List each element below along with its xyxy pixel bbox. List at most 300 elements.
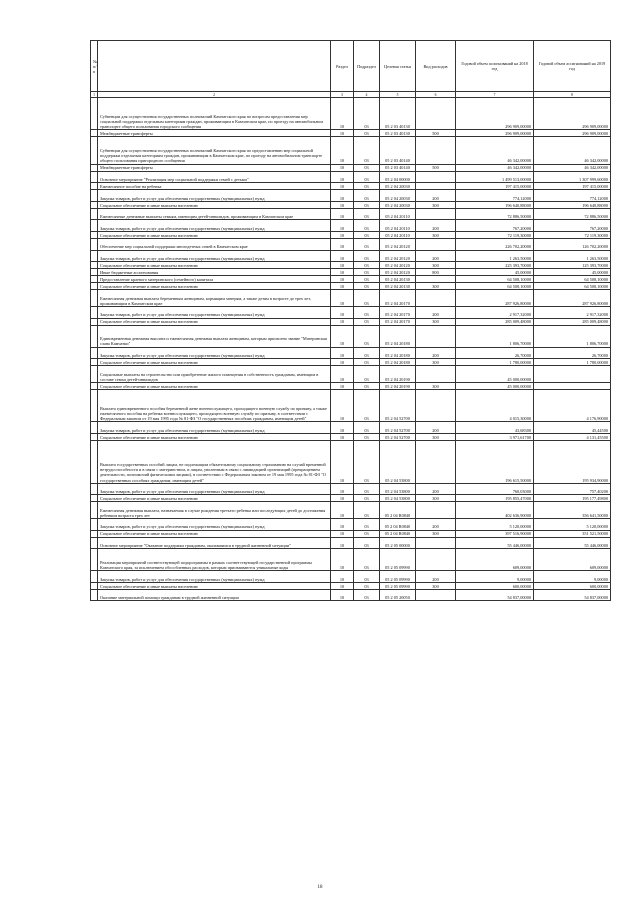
row-name-cell: Основное мероприятие "Оказание поддержки гражданам, оказавшимся в трудной жизненной ситуации" (98, 537, 331, 549)
row-name-cell: Закупка товаров, работ и услуг для обеспечения государственных (муниципальных) нужд (98, 250, 331, 262)
row-podrazdel-cell: 03 (354, 220, 380, 232)
row-name-cell: Социальное обеспечение и иные выплаты населению (98, 318, 331, 325)
row-expense-type-cell (416, 183, 456, 190)
row-razdel-cell: 10 (331, 164, 354, 171)
row-target-cell: 05 2 04 00000 (380, 171, 416, 183)
row-target-cell: 05 2 04 52700 (380, 389, 416, 421)
row-razdel-cell: 10 (331, 290, 354, 307)
row-razdel-cell: 10 (331, 318, 354, 325)
row-podrazdel-cell: 03 (354, 359, 380, 366)
row-target-cell: 05 2 04 20190 (380, 382, 416, 389)
row-podrazdel-cell: 03 (354, 183, 380, 190)
row-number-cell (91, 190, 98, 202)
row-2019-cell: 26,70000 (534, 347, 611, 359)
row-name-cell: Оказание материальной помощи гражданам в трудной жизненной ситуации (98, 589, 331, 601)
row-expense-type-cell: 300 (416, 530, 456, 537)
row-target-cell: 05 2 04 53800 (380, 483, 416, 495)
row-razdel-cell: 10 (331, 530, 354, 537)
row-number-cell (91, 582, 98, 589)
row-number-cell (91, 220, 98, 232)
row-number-cell (91, 537, 98, 549)
row-target-cell: 05 2 03 40140 (380, 137, 416, 164)
col-number: 8 (534, 92, 611, 98)
page-number: 18 (317, 885, 323, 890)
row-podrazdel-cell: 03 (354, 130, 380, 137)
row-expense-type-cell (416, 98, 456, 130)
row-target-cell: 05 2 04 20030 (380, 183, 416, 190)
row-name-cell: Ежемесячные денежные выплаты семьям, имеющим детей-инвалидов, проживающим в Камчатском крае (98, 208, 331, 220)
row-2019-cell (534, 366, 611, 383)
table-row (91, 389, 611, 421)
row-2019-cell: 1 780,00000 (534, 359, 611, 366)
row-podrazdel-cell: 03 (354, 537, 380, 549)
row-2018-cell: 2 917,32000 (456, 306, 534, 318)
row-expense-type-cell: 200 (416, 519, 456, 531)
row-2019-cell: 356 641,50000 (534, 502, 611, 519)
row-razdel-cell: 10 (331, 389, 354, 421)
row-target-cell: 05 2 04 20130 (380, 283, 416, 290)
row-2019-cell: 46 342,00000 (534, 164, 611, 171)
row-expense-type-cell: 300 (416, 433, 456, 440)
row-number-cell (91, 231, 98, 238)
row-expense-type-cell: 300 (416, 382, 456, 389)
row-2019-cell: 609,00000 (534, 549, 611, 571)
row-number-cell (91, 359, 98, 366)
row-number-cell (91, 589, 98, 601)
row-target-cell: 05 2 04 20110 (380, 220, 416, 232)
row-razdel-cell: 10 (331, 130, 354, 137)
col-header-num: № п/п (91, 41, 98, 92)
row-2018-cell: 72 119,30000 (456, 231, 534, 238)
row-expense-type-cell (416, 502, 456, 519)
row-podrazdel-cell: 03 (354, 366, 380, 383)
table-row (91, 137, 611, 164)
row-expense-type-cell (416, 325, 456, 347)
row-2019-cell: 125 393,70000 (534, 262, 611, 269)
row-expense-type-cell: 300 (416, 318, 456, 325)
row-target-cell: 05 2 04 R0840 (380, 502, 416, 519)
row-name-cell: Закупка товаров, работ и услуг для обеспечения государственных (муниципальных) нужд (98, 483, 331, 495)
row-podrazdel-cell: 03 (354, 495, 380, 502)
row-2018-cell: 609,00000 (456, 549, 534, 571)
row-podrazdel-cell: 03 (354, 137, 380, 164)
row-number-cell (91, 502, 98, 519)
row-razdel-cell: 10 (331, 519, 354, 531)
row-target-cell: 05 2 04 20110 (380, 231, 416, 238)
row-number-cell (91, 137, 98, 164)
row-podrazdel-cell: 03 (354, 306, 380, 318)
row-2019-cell: 4 131,45500 (534, 433, 611, 440)
row-target-cell: 05 2 05 00000 (380, 537, 416, 549)
row-number-cell (91, 318, 98, 325)
row-target-cell: 05 2 04 20170 (380, 290, 416, 307)
row-number-cell (91, 183, 98, 190)
row-expense-type-cell (416, 440, 456, 483)
row-target-cell: 05 2 03 40130 (380, 98, 416, 130)
row-expense-type-cell (416, 589, 456, 601)
col-number: 1 (91, 92, 98, 98)
row-2018-cell: 46 342,00000 (456, 164, 534, 171)
row-expense-type-cell: 800 (416, 269, 456, 276)
row-expense-type-cell (416, 549, 456, 571)
row-name-cell: Социальное обеспечение и иные выплаты населению (98, 283, 331, 290)
row-number-cell (91, 325, 98, 347)
row-expense-type-cell: 200 (416, 422, 456, 434)
row-2018-cell: 1 780,00000 (456, 359, 534, 366)
row-expense-type-cell: 300 (416, 582, 456, 589)
table-row (91, 440, 611, 483)
row-2018-cell: 64 508,10000 (456, 283, 534, 290)
row-2018-cell: 196 640,88000 (456, 201, 534, 208)
row-name-cell: Реализация мероприятий соответствующей подпрограммы в рамках соответствующей государственной программы Камчатского края, за исключением обособленных расходов, которым присваиваются уникальные коды (98, 549, 331, 571)
row-2018-cell: 285 009,48000 (456, 318, 534, 325)
table-row (91, 359, 611, 366)
row-razdel-cell: 10 (331, 549, 354, 571)
row-expense-type-cell (416, 238, 456, 250)
row-2019-cell: 46 342,00000 (534, 137, 611, 164)
row-podrazdel-cell: 03 (354, 589, 380, 601)
row-target-cell: 05 2 04 20120 (380, 238, 416, 250)
row-2019-cell: 285 009,48000 (534, 318, 611, 325)
table-row (91, 347, 611, 359)
row-razdel-cell: 10 (331, 589, 354, 601)
row-2019-cell: 5 120,00000 (534, 519, 611, 531)
row-target-cell: 05 2 04 20030 (380, 201, 416, 208)
row-podrazdel-cell: 03 (354, 250, 380, 262)
row-expense-type-cell (416, 208, 456, 220)
row-podrazdel-cell: 03 (354, 171, 380, 183)
row-number-cell (91, 366, 98, 383)
table-row (91, 549, 611, 571)
row-razdel-cell: 10 (331, 171, 354, 183)
table-row (91, 290, 611, 307)
row-razdel-cell: 10 (331, 440, 354, 483)
row-number-cell (91, 483, 98, 495)
row-2019-cell: 351 521,50000 (534, 530, 611, 537)
col-number: 2 (98, 92, 331, 98)
row-target-cell: 05 2 04 20130 (380, 276, 416, 283)
row-number-cell (91, 171, 98, 183)
row-expense-type-cell (416, 389, 456, 421)
row-target-cell: 05 2 05 09990 (380, 571, 416, 583)
row-number-cell (91, 306, 98, 318)
row-expense-type-cell (416, 290, 456, 307)
row-2019-cell: 64 508,10000 (534, 283, 611, 290)
row-target-cell: 05 2 04 20120 (380, 262, 416, 269)
row-name-cell: Выплата единовременного пособия беременной жене военнослужащего, проходящего военную службу по призыву, а также ежемесячного пособия на ребенка военнослужащего, проходящего военную службу по призыву, в соответствии с Федеральным законом от 19 мая 1995 года № 81-ФЗ "О государственных пособиях гражданам, имеющим детей" (98, 389, 331, 421)
col-header-target: Целевая статья (380, 41, 416, 92)
row-2019-cell: 4 176,90000 (534, 389, 611, 421)
row-2018-cell: 64 508,10000 (456, 276, 534, 283)
row-2019-cell: 72 886,50000 (534, 208, 611, 220)
row-expense-type-cell (416, 366, 456, 383)
row-name-cell: Субвенции для осуществления государственных полномочий Камчатского края по предоставлению мер социальной поддержки отдельным категориям граждан, проживающим в Камчатском крае, по проезду на автомобильном транспорте общего пользования пригородного сообщения (98, 137, 331, 164)
row-razdel-cell: 10 (331, 422, 354, 434)
row-name-cell: Социальное обеспечение и иные выплаты населению (98, 433, 331, 440)
row-target-cell: 05 2 04 20110 (380, 208, 416, 220)
table-row (91, 306, 611, 318)
col-number: 3 (331, 92, 354, 98)
table-row (91, 537, 611, 549)
row-2018-cell: 774,12000 (456, 190, 534, 202)
row-razdel-cell: 10 (331, 98, 354, 130)
row-2019-cell: 54 837,00000 (534, 589, 611, 601)
row-2018-cell: 196 615,50000 (456, 440, 534, 483)
row-2018-cell: 402 636,90000 (456, 502, 534, 519)
row-name-cell: Субвенции для осуществления государственных полномочий Камчатского края по вопросам предоставления мер социальной поддержки отдельным категориям граждан, проживающим в Камчатском крае, по проезду на автомобильном транспорте общего пользования городского сообщения (98, 98, 331, 130)
row-expense-type-cell (416, 537, 456, 549)
col-header-2018: Годовой объем ассигнований на 2018 год (456, 41, 534, 92)
row-number-cell (91, 571, 98, 583)
row-podrazdel-cell: 03 (354, 262, 380, 269)
row-name-cell: Межбюджетные трансферты (98, 130, 331, 137)
row-podrazdel-cell: 03 (354, 318, 380, 325)
row-2019-cell: 45,44500 (534, 422, 611, 434)
row-podrazdel-cell: 03 (354, 290, 380, 307)
row-2019-cell: 9,00000 (534, 571, 611, 583)
row-podrazdel-cell: 03 (354, 164, 380, 171)
row-target-cell: 05 2 05 20050 (380, 589, 416, 601)
row-2019-cell: 757,40200 (534, 483, 611, 495)
row-expense-type-cell (416, 171, 456, 183)
table-row (91, 164, 611, 171)
row-number-cell (91, 347, 98, 359)
table-row (91, 269, 611, 276)
row-name-cell: Социальное обеспечение и иные выплаты населению (98, 231, 331, 238)
row-expense-type-cell: 200 (416, 190, 456, 202)
row-target-cell: 05 2 04 20030 (380, 190, 416, 202)
row-name-cell: Единовременная денежная выплата и ежемесячная денежная выплата женщинам, которым присвоено звание "Материнская слава Камчатки" (98, 325, 331, 347)
row-razdel-cell: 10 (331, 183, 354, 190)
row-2019-cell: 1 806,70000 (534, 325, 611, 347)
row-razdel-cell: 10 (331, 502, 354, 519)
row-expense-type-cell: 200 (416, 306, 456, 318)
budget-table (90, 40, 611, 601)
row-2019-cell: 55 446,00000 (534, 537, 611, 549)
row-number-cell (91, 290, 98, 307)
row-target-cell: 05 2 04 52700 (380, 433, 416, 440)
row-name-cell: Закупка товаров, работ и услуг для обеспечения государственных (муниципальных) нужд (98, 190, 331, 202)
row-number-cell (91, 530, 98, 537)
col-number: 7 (456, 92, 534, 98)
row-2018-cell: 43,68300 (456, 422, 534, 434)
table-row (91, 325, 611, 347)
row-2018-cell: 72 886,50000 (456, 208, 534, 220)
row-number-cell (91, 440, 98, 483)
row-target-cell: 05 2 04 52700 (380, 422, 416, 434)
table-row (91, 382, 611, 389)
row-podrazdel-cell: 03 (354, 440, 380, 483)
row-razdel-cell: 10 (331, 201, 354, 208)
row-razdel-cell: 10 (331, 483, 354, 495)
row-number-cell (91, 433, 98, 440)
row-2018-cell: 760,03000 (456, 483, 534, 495)
row-2019-cell: 64 508,10000 (534, 276, 611, 283)
row-number-cell (91, 422, 98, 434)
row-2019-cell: 2 917,32000 (534, 306, 611, 318)
table-row (91, 276, 611, 283)
row-name-cell: Межбюджетные трансферты (98, 164, 331, 171)
row-2019-cell: 72 119,30000 (534, 231, 611, 238)
row-expense-type-cell: 200 (416, 220, 456, 232)
table-row (91, 208, 611, 220)
row-name-cell: Социальное обеспечение и иные выплаты населению (98, 382, 331, 389)
table-row (91, 171, 611, 183)
table-row (91, 582, 611, 589)
row-2019-cell: 1 263,50000 (534, 250, 611, 262)
row-2018-cell: 45 000,00000 (456, 366, 534, 383)
row-podrazdel-cell: 03 (354, 276, 380, 283)
row-razdel-cell: 10 (331, 190, 354, 202)
row-expense-type-cell: 200 (416, 483, 456, 495)
table-row (91, 422, 611, 434)
table-body (91, 98, 611, 601)
row-2018-cell: 296 909,00000 (456, 98, 534, 130)
row-expense-type-cell: 500 (416, 130, 456, 137)
row-name-cell: Социальные выплаты на строительство или приобретение жилого помещения в собственность гражданам, имеющим в составе семьи детей-инвалидов (98, 366, 331, 383)
row-razdel-cell: 10 (331, 382, 354, 389)
row-2019-cell: 45,00000 (534, 269, 611, 276)
table-row (91, 589, 611, 601)
row-2019-cell: 296 909,00000 (534, 98, 611, 130)
row-number-cell (91, 98, 98, 130)
row-name-cell: Ежемесячное пособие на ребенка (98, 183, 331, 190)
row-2018-cell: 226 702,20000 (456, 238, 534, 250)
row-number-cell (91, 382, 98, 389)
row-2018-cell: 26,70000 (456, 347, 534, 359)
table-row (91, 318, 611, 325)
row-name-cell: Ежемесячная денежная выплата, назначаемая в случае рождения третьего ребенка или последующих детей до достижения ребенком возраста трех лет (98, 502, 331, 519)
row-2018-cell: 5 120,00000 (456, 519, 534, 531)
row-2019-cell (534, 382, 611, 389)
row-expense-type-cell: 200 (416, 347, 456, 359)
row-2018-cell: 54 837,00000 (456, 589, 534, 601)
table-row (91, 250, 611, 262)
row-number-cell (91, 238, 98, 250)
row-target-cell: 05 2 05 09990 (380, 582, 416, 589)
row-target-cell: 05 2 04 53800 (380, 495, 416, 502)
row-razdel-cell: 10 (331, 347, 354, 359)
row-name-cell: Социальное обеспечение и иные выплаты населению (98, 359, 331, 366)
row-podrazdel-cell: 03 (354, 502, 380, 519)
row-number-cell (91, 250, 98, 262)
header-row (91, 41, 611, 92)
row-podrazdel-cell: 03 (354, 530, 380, 537)
row-podrazdel-cell: 03 (354, 433, 380, 440)
row-razdel-cell: 10 (331, 137, 354, 164)
row-target-cell: 05 2 04 20190 (380, 366, 416, 383)
row-2019-cell: 195 934,90000 (534, 440, 611, 483)
table-row (91, 483, 611, 495)
table-row (91, 183, 611, 190)
row-name-cell: Закупка товаров, работ и услуг для обеспечения государственных (муниципальных) нужд (98, 571, 331, 583)
row-2019-cell: 1 307 999,60000 (534, 171, 611, 183)
table-row (91, 502, 611, 519)
row-name-cell: Социальное обеспечение и иные выплаты населению (98, 582, 331, 589)
row-razdel-cell: 10 (331, 231, 354, 238)
row-razdel-cell: 10 (331, 433, 354, 440)
row-2018-cell: 287 926,80000 (456, 290, 534, 307)
row-2019-cell: 196 640,88000 (534, 201, 611, 208)
row-2018-cell: 1 263,50000 (456, 250, 534, 262)
row-podrazdel-cell: 03 (354, 269, 380, 276)
row-target-cell: 05 2 05 09990 (380, 549, 416, 571)
row-expense-type-cell (416, 276, 456, 283)
row-name-cell: Закупка товаров, работ и услуг для обеспечения государственных (муниципальных) нужд (98, 519, 331, 531)
row-2019-cell: 600,00000 (534, 582, 611, 589)
row-name-cell: Предоставление краевого материнского (семейного) капитала (98, 276, 331, 283)
row-2018-cell: 1 499 513,00000 (456, 171, 534, 183)
row-2018-cell: 225 393,70000 (456, 262, 534, 269)
row-podrazdel-cell: 03 (354, 571, 380, 583)
row-name-cell: Закупка товаров, работ и услуг для обеспечения государственных (муниципальных) нужд (98, 347, 331, 359)
row-razdel-cell: 10 (331, 262, 354, 269)
row-podrazdel-cell: 03 (354, 519, 380, 531)
row-target-cell: 05 2 04 20180 (380, 325, 416, 347)
row-expense-type-cell (416, 137, 456, 164)
row-2018-cell: 3 971,61700 (456, 433, 534, 440)
row-2019-cell: 195 177,49800 (534, 495, 611, 502)
row-2018-cell: 9,00000 (456, 571, 534, 583)
row-2018-cell: 397 516,90000 (456, 530, 534, 537)
row-podrazdel-cell: 03 (354, 190, 380, 202)
row-razdel-cell: 10 (331, 537, 354, 549)
row-razdel-cell: 10 (331, 495, 354, 502)
col-header-name (98, 41, 331, 92)
row-podrazdel-cell: 03 (354, 422, 380, 434)
row-name-cell: Закупка товаров, работ и услуг для обеспечения государственных (муниципальных) нужд (98, 422, 331, 434)
table-row (91, 530, 611, 537)
row-2019-cell: 287 926,80000 (534, 290, 611, 307)
row-expense-type-cell: 300 (416, 231, 456, 238)
row-razdel-cell: 10 (331, 359, 354, 366)
row-number-cell (91, 495, 98, 502)
table-row (91, 220, 611, 232)
row-target-cell: 05 2 03 40130 (380, 130, 416, 137)
row-podrazdel-cell: 03 (354, 231, 380, 238)
row-number-cell (91, 201, 98, 208)
table-row (91, 130, 611, 137)
table-row (91, 283, 611, 290)
row-podrazdel-cell: 03 (354, 238, 380, 250)
row-expense-type-cell: 300 (416, 283, 456, 290)
row-name-cell: Социальное обеспечение и иные выплаты населению (98, 262, 331, 269)
row-podrazdel-cell: 03 (354, 325, 380, 347)
row-2018-cell: 600,00000 (456, 582, 534, 589)
row-target-cell: 05 2 04 20120 (380, 250, 416, 262)
row-number-cell (91, 262, 98, 269)
row-name-cell: Иные бюджетные ассигнования (98, 269, 331, 276)
row-number-cell (91, 276, 98, 283)
row-2019-cell: 197 415,00000 (534, 183, 611, 190)
table-row (91, 366, 611, 383)
row-podrazdel-cell: 03 (354, 208, 380, 220)
row-razdel-cell: 10 (331, 238, 354, 250)
table-row (91, 190, 611, 202)
row-razdel-cell: 10 (331, 269, 354, 276)
col-header-razdel: Раздел (331, 41, 354, 92)
row-number-cell (91, 549, 98, 571)
col-number: 6 (416, 92, 456, 98)
row-podrazdel-cell: 03 (354, 389, 380, 421)
row-2019-cell: 296 909,00000 (534, 130, 611, 137)
row-target-cell: 05 2 04 20120 (380, 269, 416, 276)
table-row (91, 495, 611, 502)
row-2018-cell: 195 855,47000 (456, 495, 534, 502)
row-podrazdel-cell: 03 (354, 582, 380, 589)
row-name-cell: Социальное обеспечение и иные выплаты населению (98, 495, 331, 502)
row-2019-cell: 126 702,20000 (534, 238, 611, 250)
